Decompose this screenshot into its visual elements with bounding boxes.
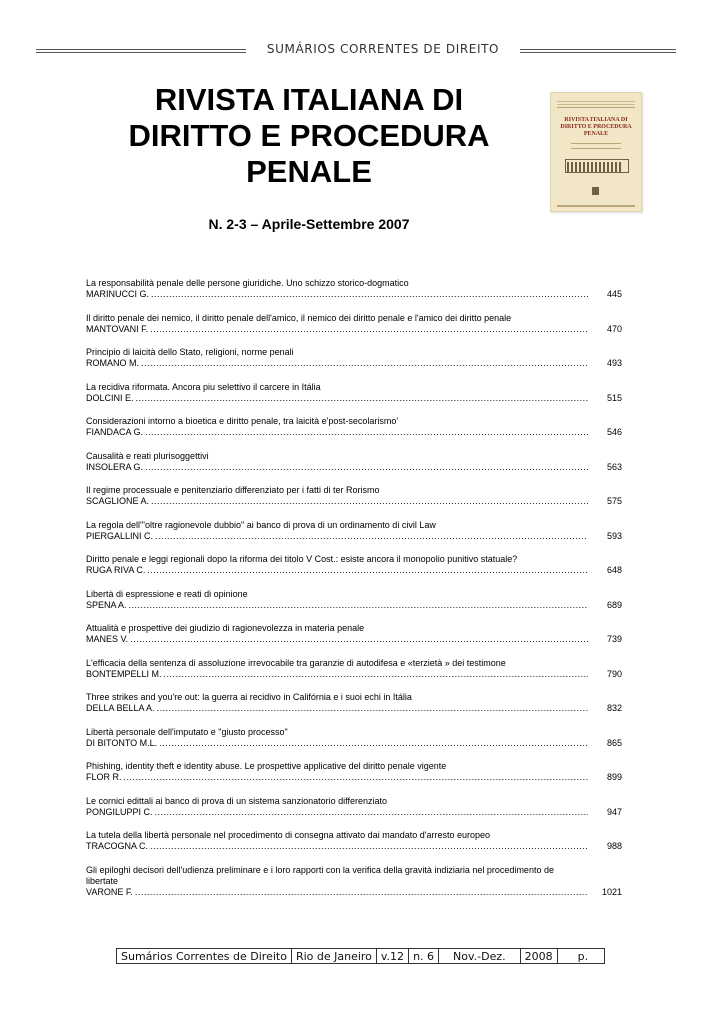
cover-names-box (565, 159, 629, 173)
dot-leader (136, 393, 588, 404)
toc-entry (86, 278, 622, 300)
toc-page-number: 648 (606, 565, 622, 575)
toc-author: DELLA BELLA A. (86, 703, 155, 713)
dot-leader (155, 807, 588, 818)
toc-article-title: Libertà personale dell'imputato e "giusto processo" (86, 726, 288, 737)
dot-leader (150, 841, 588, 852)
toc-author: FIANDACA G. (86, 427, 144, 437)
cover-publisher-logo (592, 187, 599, 195)
toc-article-title: Considerazioni intorno a bioetica e diritto penale, tra laicità e'post-secolarismo' (86, 416, 399, 426)
toc-page-number: 493 (606, 358, 622, 368)
dot-leader (157, 703, 588, 714)
toc-article-title: Il diritto penale dei nemico, il diritto penale dell'amico, il nemico dei diritto penale e l'amico dei diritto penale (86, 312, 512, 323)
toc-article-title: La responsabilità penale delle persone giuridiche. Uno schizzo storico-dogmatico (86, 278, 409, 288)
header-rule-right (520, 49, 676, 53)
dot-leader (124, 772, 588, 783)
toc-page-number: 515 (606, 392, 622, 403)
toc-article-title: Phishing, identity theft e identity abuse. Le prospettive applicative del diritto penale vigente (86, 761, 447, 771)
dot-leader (147, 565, 588, 576)
footer-page: p. (557, 949, 604, 964)
toc-article-title: L'efficacia della sentenza di assoluzione irrevocabile tra garanzie di autodifesa e «terzietà » dei testimone (86, 657, 506, 668)
toc-page-number: 988 (606, 841, 622, 851)
dot-leader (150, 324, 588, 335)
toc-page-number: 865 (606, 737, 622, 748)
toc-page-number: 546 (606, 427, 622, 437)
dot-leader (151, 289, 588, 300)
toc-page-number: 1021 (601, 886, 622, 897)
dot-leader (151, 496, 588, 507)
toc-article-title: La tutela della libertà personale nel procedimento di consegna attivato dai mandato d'arresto europeo (86, 830, 490, 840)
dot-leader (159, 738, 588, 749)
toc-page-number: 575 (606, 496, 622, 506)
toc-author: ROMANO M. (86, 358, 139, 368)
toc-author: VARONE F. (86, 886, 133, 897)
toc-author: DI BITONTO M.L. (86, 737, 158, 748)
toc-page-number: 947 (606, 806, 622, 817)
toc-entry (86, 865, 622, 898)
footer-volume: v.12 (376, 949, 408, 964)
footer-period: Nov.-Dez. (439, 949, 521, 964)
toc-author: TRACOGNA C. (86, 841, 149, 851)
toc-article-title: Causalità e reati plurisoggettivi (86, 450, 209, 461)
issue-info: N. 2-3 – Aprile-Settembre 2007 (208, 216, 410, 232)
toc-entry (86, 382, 622, 404)
dot-leader (145, 427, 588, 438)
toc-author: PONGILUPPI C. (86, 806, 153, 817)
toc-entry (86, 485, 622, 507)
footer-year: 2008 (520, 949, 557, 964)
toc-page-number: 689 (606, 599, 622, 610)
toc-article-title: Gli epiloghi decisori dell'udienza preliminare e i loro rapporti con la verifica della gravità indiziaria nel procedimento de libertate (86, 864, 554, 886)
journal-title-line: RIVISTA ITALIANA DI (154, 82, 464, 117)
journal-cover-image (550, 92, 642, 212)
toc-entry (86, 830, 622, 852)
cover-title: RIVISTA ITALIANA DI DIRITTO E PROCEDURA PENALE (560, 117, 632, 137)
toc-author: BONTEMPELLI M. (86, 668, 162, 679)
toc-entry (86, 727, 622, 749)
toc-article-title: La recidiva riformata. Ancora piu selettivo il carcere in Itália (86, 381, 321, 392)
toc-article-title: La regola dell'"oltre ragionevole dubbio" ai banco di prova di un ordinamento di civil Law (86, 519, 436, 530)
running-header (36, 40, 676, 62)
dot-leader (145, 462, 588, 473)
citation-footer (116, 948, 605, 964)
toc-author: FLOR R. (86, 772, 122, 782)
toc-page-number: 899 (606, 772, 622, 782)
dot-leader (155, 531, 588, 542)
dot-leader (130, 634, 588, 645)
toc-entry (86, 692, 622, 714)
header-rule-left (36, 49, 246, 53)
toc-page-number: 593 (606, 530, 622, 541)
toc-entry (86, 451, 622, 473)
toc-article-title: Il regime processuale e penitenziario differenziato per i fatti di ter Rorismo (86, 485, 380, 495)
cover-header-lines (557, 99, 635, 108)
toc-entry (86, 761, 622, 783)
cover-footer-line (557, 205, 635, 207)
toc-entry (86, 623, 622, 645)
toc-author: MANTOVANI F. (86, 323, 149, 334)
journal-title (100, 82, 518, 190)
toc-page-number: 445 (606, 289, 622, 299)
toc-author: MARINUCCI G. (86, 289, 149, 299)
toc-page-number: 739 (606, 634, 622, 644)
toc-entry (86, 796, 622, 818)
toc-author: SPENA A. (86, 599, 127, 610)
toc-article-title: Le cornici edittali ai banco di prova di un sistema sanzionatorio differenziato (86, 795, 388, 806)
table-of-contents (86, 278, 622, 910)
dot-leader (141, 358, 588, 369)
toc-article-title: Three strikes and you're out: la guerra ai recidivo in Califórnia e i suoi echi in Itália (86, 692, 412, 702)
toc-page-number: 563 (606, 461, 622, 472)
dot-leader (135, 887, 588, 898)
footer-number: n. 6 (409, 949, 439, 964)
footer-publication: Sumários Correntes de Direito (117, 949, 292, 964)
running-title: SUMÁRIOS CORRENTES DE DIREITO (266, 42, 500, 56)
toc-page-number: 790 (606, 668, 622, 679)
toc-entry (86, 554, 622, 576)
toc-entry (86, 416, 622, 438)
toc-page-number: 470 (606, 323, 622, 334)
toc-author: INSOLERA G. (86, 461, 144, 472)
dot-leader (129, 600, 588, 611)
toc-article-title: Libertà di espressione e reati di opinione (86, 588, 248, 599)
toc-author: DOLCINI E. (86, 392, 134, 403)
toc-entry (86, 313, 622, 335)
toc-author: SCAGLIONE A. (86, 496, 150, 506)
journal-title-line: PENALE (246, 154, 372, 189)
toc-author: MANES V. (86, 634, 129, 644)
toc-article-title: Diritto penale e leggi regionali dopo Ia riforma dei titolo V Cost.: esiste ancora il monopolio punitivo statuale? (86, 554, 518, 564)
toc-entry (86, 658, 622, 680)
toc-page-number: 832 (606, 703, 622, 713)
journal-title-line: DIRITTO E PROCEDURA (128, 118, 490, 153)
toc-author: RUGA RIVA C. (86, 565, 146, 575)
footer-city: Rio de Janeiro (291, 949, 376, 964)
toc-author: PIERGALLINI C. (86, 530, 154, 541)
toc-entry (86, 520, 622, 542)
toc-article-title: Principio di laicità dello Stato, religioni, norme penali (86, 347, 294, 357)
dot-leader (164, 669, 588, 680)
cover-subtitle-rule (571, 143, 621, 149)
toc-entry (86, 347, 622, 369)
toc-article-title: Attualità e prospettive dei giudizio di ragionevolezza in materia penale (86, 623, 365, 633)
toc-entry (86, 589, 622, 611)
